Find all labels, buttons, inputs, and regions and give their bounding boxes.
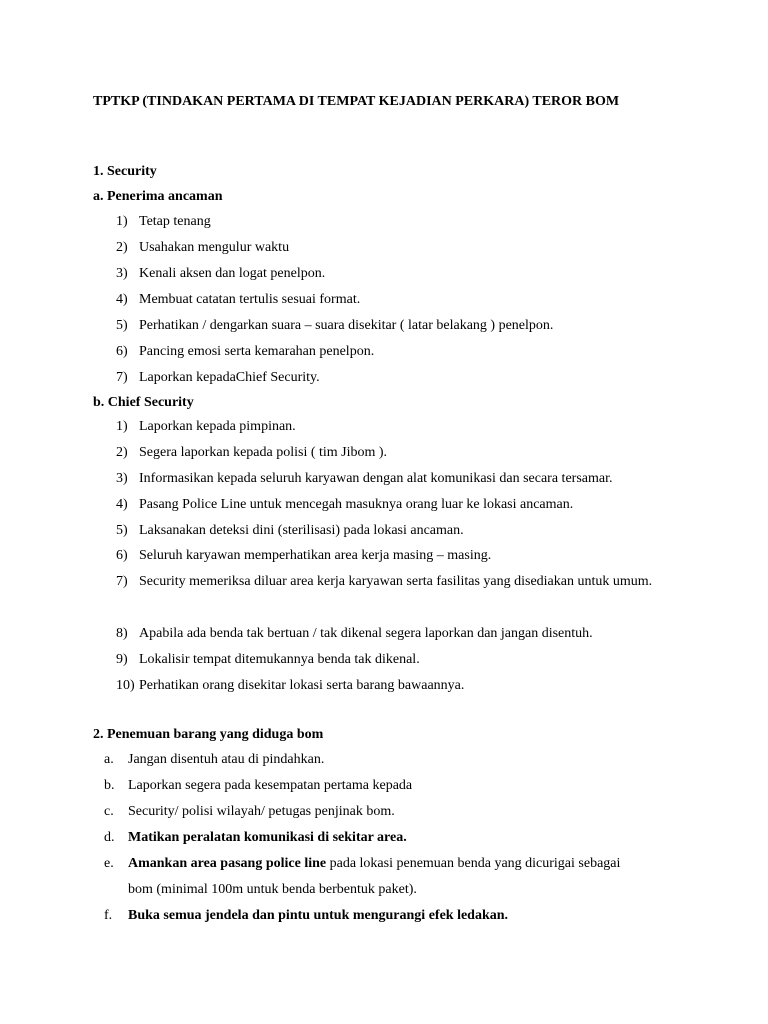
list-item-number: 10) [116, 678, 135, 693]
list-item-number: 6) [116, 548, 128, 563]
list-item [0, 903, 768, 929]
list-item [0, 851, 768, 877]
list-item-number: 6) [116, 344, 128, 359]
subsection-heading-penerima-ancaman: a. Penerima ancaman [93, 189, 223, 204]
list-item-text: Apabila ada benda tak bertuan / tak dikenal segera laporkan dan jangan disentuh. [139, 626, 593, 641]
list-item-text: Lokalisir tempat ditemukannya benda tak dikenal. [139, 652, 420, 667]
list-item [0, 365, 768, 391]
list-item-letter: b. [104, 778, 115, 793]
list-item-text: Jangan disentuh atau di pindahkan. [128, 752, 325, 767]
list-item [0, 773, 768, 799]
list-item-text: Informasikan kepada seluruh karyawan dengan alat komunikasi dan secara tersamar. [139, 471, 613, 486]
list-item [0, 414, 768, 440]
list-item-text-rest: pada lokasi penemuan benda yang dicurigai sebagai [326, 856, 621, 871]
list-item [0, 825, 768, 851]
list-item-text-bold: Amankan area pasang police line [128, 856, 327, 871]
list-item-text: Usahakan mengulur waktu [139, 240, 290, 255]
list-item [0, 673, 768, 699]
list-item-continuation: bom (minimal 100m untuk benda berbentuk paket). [128, 882, 417, 897]
list-item-text: Matikan peralatan komunikasi di sekitar area. [128, 830, 407, 845]
list-item-letter: c. [104, 804, 114, 819]
list-item-number: 2) [116, 445, 128, 460]
list-item [0, 209, 768, 235]
list-item [0, 799, 768, 825]
list-item-number: 1) [116, 214, 128, 229]
list-item-number: 9) [116, 652, 128, 667]
list-item [0, 313, 768, 339]
list-item [0, 518, 768, 544]
list-item-number: 8) [116, 626, 128, 641]
list-item [0, 543, 768, 569]
list-item-letter: e. [104, 856, 114, 871]
list-item [0, 492, 768, 518]
list-item-text: Security memeriksa diluar area kerja karyawan serta fasilitas yang disediakan untuk umum. [139, 574, 653, 589]
list-item-text: Tetap tenang [139, 214, 211, 229]
list-item-number: 7) [116, 370, 128, 385]
list-item [0, 261, 768, 287]
section-heading-penemuan-barang: 2. Penemuan barang yang diduga bom [93, 727, 324, 742]
list-item-text: Kenali aksen dan logat penelpon. [139, 266, 326, 281]
list-item-number: 5) [116, 523, 128, 538]
list-item [0, 440, 768, 466]
list-item-text: Perhatikan / dengarkan suara – suara disekitar ( latar belakang ) penelpon. [139, 318, 554, 333]
list-item [0, 621, 768, 647]
list-item [0, 235, 768, 261]
list-item-text: Laporkan kepadaChief Security. [139, 370, 320, 385]
list-item-number: 4) [116, 292, 128, 307]
list-item-text: Laporkan kepada pimpinan. [139, 419, 296, 434]
list-item-text: Security/ polisi wilayah/ petugas penjinak bom. [128, 804, 395, 819]
list-item [0, 287, 768, 313]
subsection-heading-chief-security: b. Chief Security [93, 395, 194, 410]
list-item-number: 5) [116, 318, 128, 333]
list-item [0, 339, 768, 365]
section-heading-security: 1. Security [93, 164, 157, 179]
list-item-letter: f. [104, 908, 113, 923]
list-item [0, 747, 768, 773]
list-item-number: 4) [116, 497, 128, 512]
list-item-number: 3) [116, 471, 128, 486]
list-item [0, 647, 768, 673]
list-item-letter: a. [104, 752, 114, 767]
list-item-text: Membuat catatan tertulis sesuai format. [139, 292, 361, 307]
list-item [0, 466, 768, 492]
list-item-text: Seluruh karyawan memperhatikan area kerja masing – masing. [139, 548, 492, 563]
list-item-number: 2) [116, 240, 128, 255]
document-title: TPTKP (TINDAKAN PERTAMA DI TEMPAT KEJADIAN PERKARA) TEROR BOM [93, 94, 620, 109]
list-item-text [128, 851, 620, 877]
list-item-letter: d. [104, 830, 115, 845]
list-item-number: 3) [116, 266, 128, 281]
list-item-text: Laksanakan deteksi dini (sterilisasi) pada lokasi ancaman. [139, 523, 464, 538]
list-item-text: Laporkan segera pada kesempatan pertama kepada [128, 778, 413, 793]
list-item-text: Pasang Police Line untuk mencegah masuknya orang luar ke lokasi ancaman. [139, 497, 574, 512]
list-item-text: Buka semua jendela dan pintu untuk mengurangi efek ledakan. [128, 908, 509, 923]
list-item-number: 7) [116, 574, 128, 589]
list-item-text: Pancing emosi serta kemarahan penelpon. [139, 344, 375, 359]
list-item-number: 1) [116, 419, 128, 434]
list-item-text: Perhatikan orang disekitar lokasi serta barang bawaannya. [139, 678, 465, 693]
list-item-text: Segera laporkan kepada polisi ( tim Jibom ). [139, 445, 388, 460]
